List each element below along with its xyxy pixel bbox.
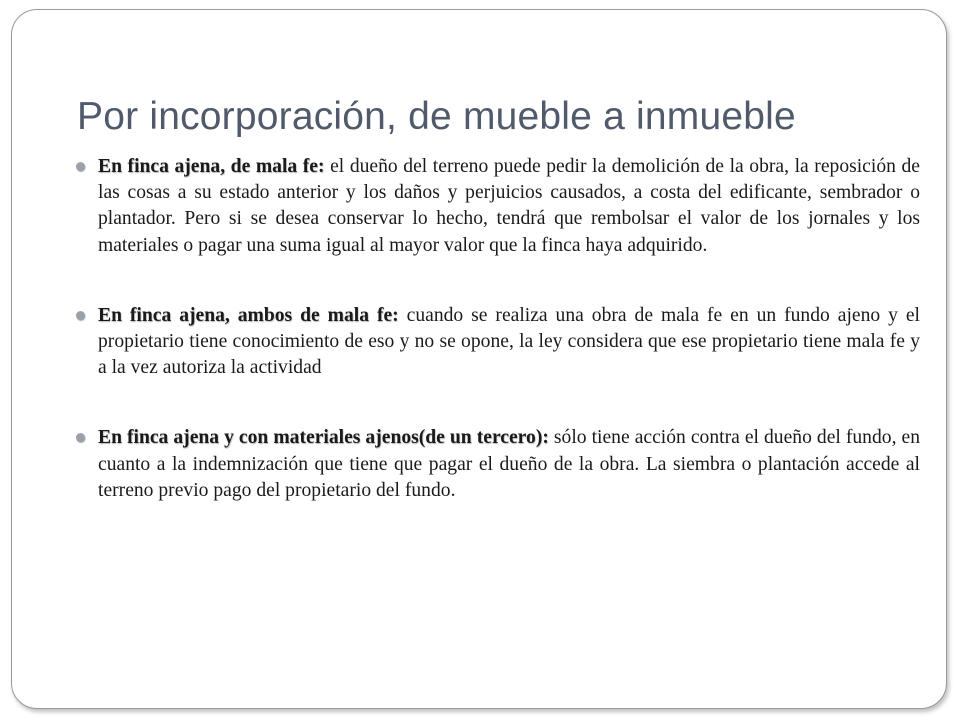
bullet-dot-icon	[76, 433, 85, 442]
bullet-item-ambos-mala-fe	[72, 303, 920, 382]
bullet-text: sólo tiene acción contra el dueño del fundo, en cuanto a la indemnización que tiene que pagar el dueño de la obra. La siembra o plantación accede al terreno previo pago del propietario del fundo.	[98, 427, 920, 501]
bullet-text: el dueño del terreno puede pedir la demolición de la obra, la reposición de las cosas a su estado anterior y los daños y perjuicios causados, a costa del edificante, sembrador o plantador. Pero si se desea conservar lo hecho, tendrá que rembolsar el valor de los jornales y los materiales o pagar una suma igual al mayor valor que la finca haya adquirido.	[98, 156, 920, 256]
bullet-dot-icon	[76, 162, 85, 171]
slide-title: Por incorporación, de mueble a inmueble	[77, 95, 796, 138]
bullet-text: cuando se realiza una obra de mala fe en un fundo ajeno y el propietario tiene conocimiento de eso y no se opone, la ley considera que ese propietario tiene mala fe y a la vez autoriza la actividad	[98, 304, 920, 379]
bullet-list	[72, 154, 920, 548]
bullet-item-mala-fe	[72, 154, 920, 259]
bullet-lead: En finca ajena y con materiales ajenos(de un tercero):	[98, 427, 549, 449]
bullet-dot-icon	[76, 311, 85, 320]
slide-frame	[11, 9, 947, 709]
bullet-lead: En finca ajena, de mala fe:	[98, 156, 325, 177]
bullet-lead: En finca ajena, ambos de mala fe:	[98, 304, 399, 326]
bullet-item-materiales-ajenos	[72, 425, 920, 504]
